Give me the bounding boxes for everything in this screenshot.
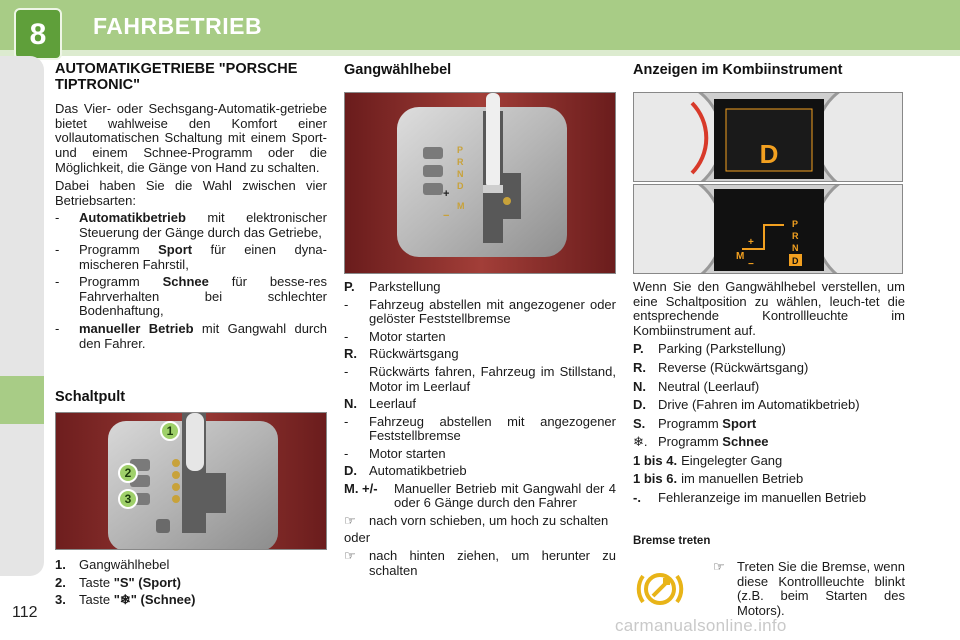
list-item bbox=[344, 482, 616, 511]
cluster-manual-display bbox=[634, 185, 903, 274]
list-item bbox=[344, 365, 616, 394]
page-title: FAHRBETRIEB bbox=[93, 13, 263, 39]
section-title-automatikgetriebe: AUTOMATIKGETRIEBE "PORSCHE TIPTRONIC" bbox=[55, 61, 298, 93]
list-item bbox=[633, 380, 905, 395]
indicator-text bbox=[658, 435, 905, 450]
list-item bbox=[344, 397, 616, 412]
legend-text: Gangwählhebel bbox=[79, 557, 170, 573]
list-dash: - bbox=[55, 210, 60, 226]
display-d: D bbox=[792, 256, 799, 267]
indicator-text: Parking (Parkstellung) bbox=[658, 341, 786, 357]
list-item bbox=[633, 361, 905, 376]
indicator-bold: Schnee bbox=[722, 434, 769, 450]
entry-text: nach vorn schieben, um hoch zu schalten bbox=[369, 512, 609, 528]
display-m: M bbox=[736, 251, 745, 263]
list-item bbox=[55, 243, 327, 272]
oder-text: oder bbox=[344, 530, 371, 546]
page-number: 112 bbox=[12, 604, 38, 621]
indicator-text: im manuellen Betrieb bbox=[681, 471, 804, 487]
list-rest: für besse-res Fahrverhalten bei schlechter Bodenhaftung, bbox=[79, 274, 327, 319]
entry-key: - bbox=[344, 296, 349, 312]
brake-title: Bremse treten bbox=[633, 535, 711, 548]
list-bold: Automatikbetrieb bbox=[79, 210, 186, 226]
section-title-schaltpult: Schaltpult bbox=[55, 389, 126, 406]
gear-selector-photo bbox=[344, 92, 616, 274]
indicator-text: Drive (Fahren im Automatikbetrieb) bbox=[658, 397, 860, 413]
entry-key: - bbox=[344, 363, 349, 379]
entry-text: Manueller Betrieb mit Gangwahl der 4 oder 6 Gänge durch den Fahrer bbox=[394, 480, 616, 511]
gate-label-n: N bbox=[457, 169, 464, 180]
entry-key: - bbox=[344, 445, 349, 461]
legend-bold: "S" (Sport) bbox=[113, 574, 181, 590]
section-title-anzeigen: Anzeigen im Kombiinstrument bbox=[633, 62, 843, 78]
indicator-key: 1 bis 4. bbox=[633, 452, 678, 468]
list-item bbox=[55, 593, 327, 608]
gear-positions-list bbox=[344, 280, 616, 578]
legend-pre: Taste bbox=[79, 574, 114, 590]
entry-text: nach hinten ziehen, um herunter zu schalten bbox=[369, 547, 616, 578]
chapter-tab: 8 bbox=[14, 8, 62, 60]
entry-key: - bbox=[344, 328, 349, 344]
list-text bbox=[79, 275, 327, 319]
section-title-gangwaehlhebel: Gangwählhebel bbox=[344, 62, 452, 78]
legend-number: 1. bbox=[55, 557, 66, 573]
list-text bbox=[79, 211, 327, 240]
indicator-text: Fehleranzeige im manuellen Betrieb bbox=[658, 489, 867, 505]
brake-text bbox=[713, 560, 905, 618]
gear-selector-illustration bbox=[345, 93, 616, 274]
indicator-text: Eingelegter Gang bbox=[681, 452, 783, 468]
indicator-pre: Programm bbox=[658, 434, 723, 450]
gate-label-minus: − bbox=[443, 210, 450, 223]
column-left bbox=[55, 62, 327, 608]
list-bold: manueller Betrieb bbox=[79, 320, 194, 336]
indicator-key: D. bbox=[633, 397, 646, 413]
gate-label-plus: + bbox=[443, 188, 450, 201]
legend-bold: "❄" (Schnee) bbox=[113, 592, 196, 608]
list-pre: Programm bbox=[79, 274, 163, 290]
instrument-cluster-bottom bbox=[633, 184, 903, 274]
indicator-pre: Programm bbox=[658, 415, 723, 431]
legend-pre: Taste bbox=[79, 592, 114, 608]
entry-text: Parkstellung bbox=[369, 279, 441, 295]
list-item bbox=[344, 514, 616, 529]
list-item bbox=[344, 347, 616, 362]
display-p: P bbox=[792, 219, 799, 230]
indicator-text: Neutral (Leerlauf) bbox=[658, 378, 760, 394]
entry-text: Fahrzeug abstellen mit angezogener Feststellbremse bbox=[369, 413, 616, 444]
entry-key: M. +/- bbox=[344, 480, 378, 496]
display-n: N bbox=[792, 243, 799, 254]
cluster-drive-display bbox=[634, 93, 903, 182]
callout-3: 3 bbox=[124, 492, 132, 507]
list-item bbox=[633, 491, 905, 506]
column-right bbox=[633, 62, 905, 618]
list-item bbox=[633, 435, 905, 450]
shift-console-photo bbox=[55, 412, 327, 550]
list-item bbox=[344, 447, 616, 462]
list-rest: für einen dyna-mischeren Fahrstil, bbox=[79, 242, 327, 272]
watermark: carmanualsonline.info bbox=[615, 616, 787, 635]
display-minus: − bbox=[748, 259, 754, 271]
indicator-key: R. bbox=[633, 359, 646, 375]
gate-label-m: M bbox=[457, 201, 465, 212]
indicator-key: 1 bis 6. bbox=[633, 471, 678, 487]
callout-1: 1 bbox=[166, 424, 174, 439]
entry-key: R. bbox=[344, 346, 357, 362]
entry-text: Fahrzeug abstellen mit angezogener oder gelöster Feststellbremse bbox=[369, 296, 616, 327]
header-separator bbox=[0, 50, 960, 56]
indicator-bold: Sport bbox=[722, 415, 757, 431]
list-bold: Schnee bbox=[162, 274, 209, 290]
legend-text bbox=[79, 593, 327, 608]
list-pre: Programm bbox=[79, 242, 159, 258]
list-item bbox=[344, 298, 616, 327]
entry-text: Automatikbetrieb bbox=[369, 463, 467, 479]
pointing-hand-icon: ☞ bbox=[344, 512, 356, 528]
brake-notice bbox=[633, 560, 905, 618]
gate-label-p: P bbox=[457, 145, 464, 156]
entry-key: - bbox=[344, 413, 349, 429]
entry-text: Motor starten bbox=[369, 445, 446, 461]
display-plus: + bbox=[748, 237, 754, 249]
list-rest: mit Gangwahl durch den Fahrer. bbox=[79, 320, 327, 351]
intro-paragraph: Das Vier- oder Sechsgang-Automatik-getriebe bietet wahlweise den Komfort einer vollautomatischen Schaltung mit einem Sport- und einem Schnee-Programm oder die Möglichkeit, die Gänge von Hand zu schalten. bbox=[55, 101, 327, 175]
indicator-key: P. bbox=[633, 341, 644, 357]
modes-list bbox=[55, 211, 327, 351]
indicator-key: N. bbox=[633, 378, 646, 394]
list-item bbox=[344, 415, 616, 444]
entry-key: D. bbox=[344, 463, 357, 479]
modes-intro: Dabei haben Sie die Wahl zwischen vier Betriebsarten: bbox=[55, 178, 327, 208]
snowflake-icon: ❄. bbox=[633, 434, 648, 450]
console-legend bbox=[55, 558, 327, 608]
list-item bbox=[55, 275, 327, 319]
list-bold: Sport bbox=[158, 242, 193, 258]
entry-text: Motor starten bbox=[369, 328, 446, 344]
indicator-text: Reverse (Rückwärtsgang) bbox=[658, 359, 809, 375]
entry-text: Leerlauf bbox=[369, 396, 416, 412]
list-item bbox=[55, 211, 327, 240]
pointing-hand-icon: ☞ bbox=[713, 559, 725, 575]
list-rest: mit elektronischer Steuerung der Gänge durch das Getriebe, bbox=[79, 210, 327, 240]
list-item bbox=[344, 464, 616, 479]
display-drive-letter: D bbox=[759, 139, 779, 170]
list-text bbox=[79, 322, 327, 351]
list-item bbox=[55, 576, 327, 591]
gate-label-r: R bbox=[457, 157, 464, 168]
list-item bbox=[344, 330, 616, 345]
side-rail bbox=[0, 56, 44, 576]
list-dash: - bbox=[55, 274, 60, 290]
list-item bbox=[633, 454, 905, 469]
legend-text bbox=[79, 576, 327, 591]
chapter-marker bbox=[0, 376, 44, 424]
callout-2: 2 bbox=[124, 466, 132, 481]
legend-number: 3. bbox=[55, 592, 66, 608]
column-middle bbox=[344, 62, 616, 578]
list-dash: - bbox=[55, 320, 60, 336]
indicator-key: S. bbox=[633, 415, 646, 431]
list-dash: - bbox=[55, 242, 60, 258]
brake-instruction: Treten Sie die Bremse, wenn diese Kontrollleuchte blinkt (z.B. beim Starten des Motors). bbox=[737, 559, 905, 618]
list-item bbox=[344, 549, 616, 578]
entry-key: N. bbox=[344, 396, 357, 412]
list-item bbox=[55, 558, 327, 573]
list-item bbox=[633, 417, 905, 432]
brake-pedal-warning-icon bbox=[633, 562, 687, 616]
list-item bbox=[633, 472, 905, 487]
entry-text: Rückwärtsgang bbox=[369, 346, 459, 362]
list-item bbox=[55, 322, 327, 351]
entry-key: P. bbox=[344, 279, 355, 295]
list-text bbox=[79, 243, 327, 272]
gate-label-d: D bbox=[457, 181, 464, 192]
list-item bbox=[633, 398, 905, 413]
indicator-list bbox=[633, 342, 905, 505]
pointing-hand-icon: ☞ bbox=[344, 547, 356, 563]
indicator-key: -. bbox=[633, 489, 641, 505]
instrument-cluster-top bbox=[633, 92, 903, 182]
display-intro: Wenn Sie den Gangwählhebel verstellen, um eine Schaltposition zu wählen, leuch-tet die entsprechende Kontrollleuchte im Kombiinstrument auf. bbox=[633, 279, 905, 338]
display-r: R bbox=[792, 231, 799, 242]
list-item bbox=[633, 342, 905, 357]
entry-text: Rückwärts fahren, Fahrzeug im Stillstand, Motor im Leerlauf bbox=[369, 363, 616, 394]
list-item bbox=[344, 280, 616, 295]
shift-console-illustration bbox=[56, 413, 327, 550]
indicator-text bbox=[658, 417, 905, 432]
legend-number: 2. bbox=[55, 574, 66, 590]
